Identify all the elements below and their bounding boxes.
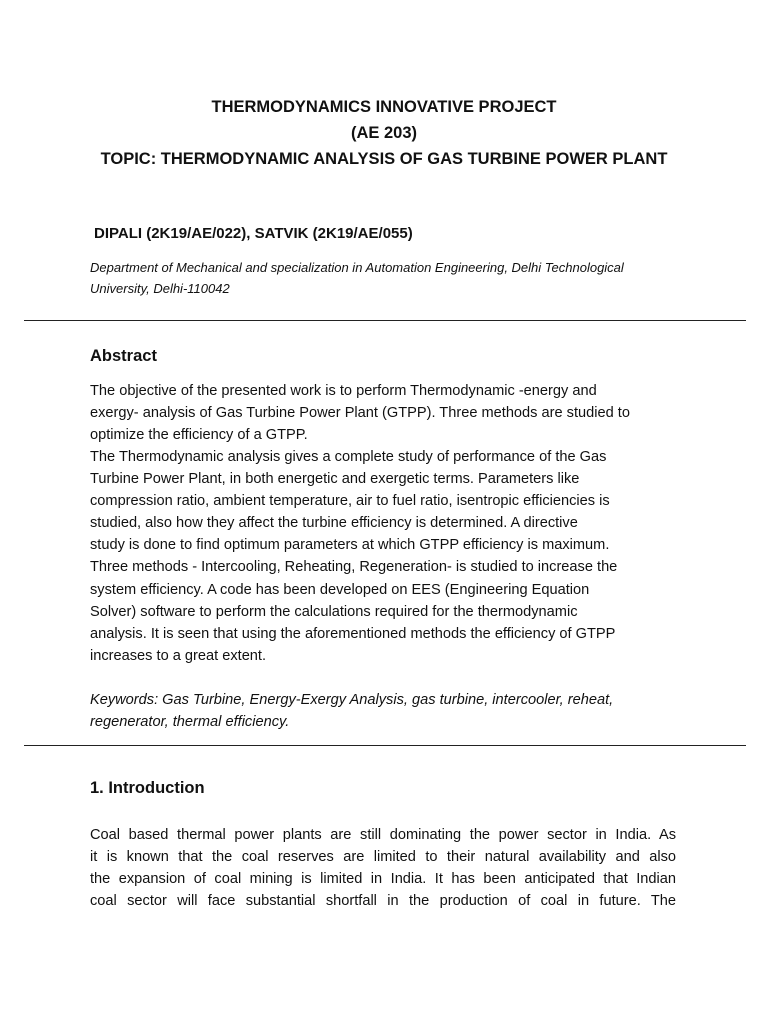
keywords-line: regenerator, thermal efficiency. xyxy=(90,714,290,731)
text-line: Turbine Power Plant, in both energetic and exergetic terms. Parameters like xyxy=(90,471,580,488)
text-line: increases to a great extent. xyxy=(90,647,267,664)
text-line: Coal based thermal power plants are still dominating the power sector in India. As xyxy=(90,827,676,843)
text-line: system efficiency. A code has been developed on EES (Engineering Equation xyxy=(90,581,590,598)
affiliation-line: University, Delhi-110042 xyxy=(90,281,230,296)
affiliation-line: Department of Mechanical and specialization in Automation Engineering, Delhi Technological xyxy=(90,260,624,275)
text-line: study is done to find optimum parameters at which GTPP efficiency is maximum. xyxy=(90,537,610,554)
text-line: The Thermodynamic analysis gives a complete study of performance of the Gas xyxy=(90,449,607,465)
text-line: the expansion of coal mining is limited in India. It has been anticipated that Indian xyxy=(90,871,676,888)
text-line: The objective of the presented work is to perform Thermodynamic -energy and xyxy=(90,383,597,399)
abstract-heading: Abstract xyxy=(90,347,157,365)
project-title: THERMODYNAMICS INNOVATIVE PROJECT xyxy=(211,98,557,116)
paper-title-block xyxy=(0,94,768,172)
course-code: (AE 203) xyxy=(350,124,418,142)
abstract-paragraph-2 xyxy=(90,446,676,667)
text-line: studied, also how they affect the turbine efficiency is determined. A directive xyxy=(90,515,578,532)
introduction-heading: 1. Introduction xyxy=(90,779,205,797)
abstract-paragraph-1 xyxy=(90,380,676,446)
keywords xyxy=(90,689,676,733)
section-divider xyxy=(24,320,746,321)
affiliation xyxy=(90,257,680,299)
introduction-paragraph xyxy=(90,824,676,912)
text-line: coal sector will face substantial shortfall in the production of coal in future. The xyxy=(90,893,676,910)
text-line: Solver) software to perform the calculations required for the thermodynamic xyxy=(90,603,578,620)
text-line: compression ratio, ambient temperature, air to fuel ratio, isentropic efficiencies is xyxy=(90,493,610,510)
text-line: analysis. It is seen that using the aforementioned methods the efficiency of GTPP xyxy=(90,625,616,642)
text-line: Three methods - Intercooling, Reheating, Regeneration- is studied to increase the xyxy=(90,559,618,576)
text-line: optimize the efficiency of a GTPP. xyxy=(90,427,308,444)
keywords-line: Keywords: Gas Turbine, Energy-Exergy Analysis, gas turbine, intercooler, reheat, xyxy=(90,692,614,708)
text-line: exergy- analysis of Gas Turbine Power Plant (GTPP). Three methods are studied to xyxy=(90,405,630,422)
section-divider xyxy=(24,745,746,746)
text-line: it is known that the coal reserves are limited to their natural availability and also xyxy=(90,849,676,866)
author-list: DIPALI (2K19/AE/022), SATVIK (2K19/AE/055) xyxy=(94,225,413,242)
topic-title: TOPIC: THERMODYNAMIC ANALYSIS OF GAS TURBINE POWER PLANT xyxy=(100,150,668,168)
